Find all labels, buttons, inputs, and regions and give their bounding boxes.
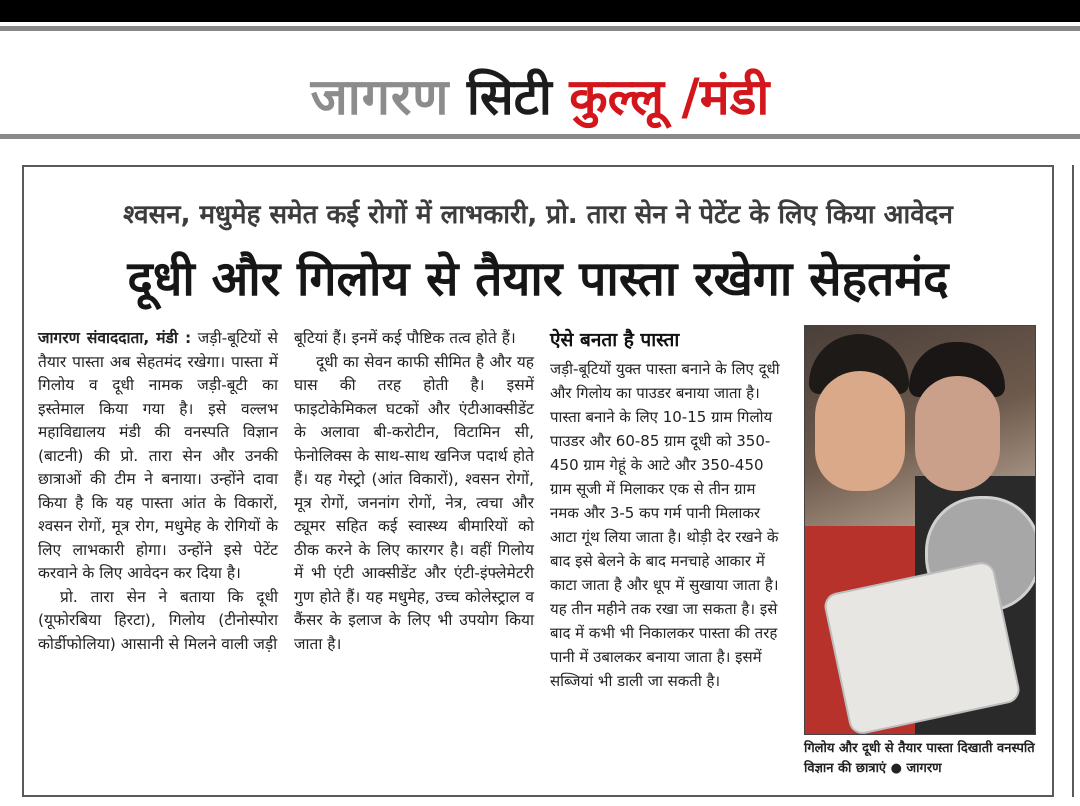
news-article	[22, 165, 1054, 797]
col1-paragraph-1: जड़ी-बूटियों से तैयार पास्ता अब सेहतमंद रखेगा। पास्ता में गिलोय व दूधी नामक जड़ी-बूटी का इस्तेमाल किया गया है। इसे वल्लभ महाविद्यालय मंडी की वनस्पति विज्ञान (बाटनी) की प्रो. तारा सेन और उनकी छात्राओं की टीम ने बनाया। उन्होंने दावा किया है कि यह पास्ता आंत के विकारों, श्वसन रोगों, मूत्र रोग, मधुमेह के रोगियों के लिए लाभकारी होगा। उन्होंने इसे पेटेंट करवाने के लिए आवेदन कर दिया है।	[38, 329, 278, 582]
col1-paragraph-2: प्रो. तारा सेन ने बताया कि दूधी (यूफोरबिया हिरटा), गिलोय (टीनोस्पोरा कोर्डीफोलिया) आसानी से मिलने वाली जड़ी	[38, 587, 278, 653]
article-column-1	[38, 327, 278, 656]
article-column-2	[294, 327, 534, 656]
col2-paragraph-1: बूटियां हैं। इनमें कई पौष्टिक तत्व होते हैं।	[294, 329, 516, 347]
caption-credit: ● जागरण	[890, 761, 942, 776]
byline: जागरण संवाददाता, मंडी :	[38, 329, 192, 347]
masthead-city: सिटी	[466, 68, 552, 126]
masthead	[0, 62, 1080, 132]
masthead-rule	[0, 134, 1080, 139]
top-black-bar	[0, 0, 1080, 22]
sidebar-body: जड़ी-बूटियों युक्त पास्ता बनाने के लिए दूधी और गिलोय का पाउडर बनाया जाता है। पास्ता बनाने के लिए 10-15 ग्राम गिलोय पाउडर और 60-85 ग्राम दूधी को 350-450 ग्राम गेहूं के आटे और 350-450 ग्राम सूजी में मिलाकर एक से तीन ग्राम नमक और 3-5 कप गर्म पानी मिलाकर आटा गूंथ लिया जाता है। थोड़ी देर रखने के बाद इसे बेलने के बाद मनचाहे आकार में काटा जाता है और धूप में सुखाया जाता है। यह तीन महीने तक रखा जा सकता है। इसे बाद में कभी भी निकालकर पास्ता की तरह पानी में उबालकर बनाया जाता है। इसमें सब्जियां भी डाली जा सकती है।	[550, 360, 780, 690]
top-rule	[0, 26, 1080, 31]
article-headline: दूधी और गिलोय से तैयार पास्ता रखेगा सेहतमंद	[127, 251, 949, 307]
article-photo	[804, 325, 1036, 735]
col2-paragraph-2: दूधी का सेवन काफी सीमित है और यह घास की तरह होती है। इसमें फाइटोकेमिकल घटकों और एंटीआक्सीडेंट के अलावा बी-करोटीन, विटामिन सी, फेनोलिक्स के साथ-साथ खनिज पदार्थ होते हैं। यह गेस्ट्रो (आंत विकारों), श्वसन रोगों, मूत्र रोगों, जननांग रोगों, नेत्र, त्वचा और ट्यूमर सहित कई स्वास्थ्य बीमारियों को ठीक करने के लिए कारगर है। वहीं गिलोय में भी एंटी आक्सीडेंट और एंटी-इंफ्लेमेटरी गुण होते हैं। यह मधुमेह, उच्च कोलेस्ट्राल व कैंसर के इलाज के लिए भी उपयोग किया जाता है।	[294, 352, 534, 653]
article-column-3	[550, 327, 782, 693]
photo-face-right	[915, 376, 1000, 491]
masthead-place: कुल्लू /मंडी	[569, 68, 770, 126]
photo-caption	[804, 739, 1036, 779]
sidebar-heading: ऐसे बनता है पास्ता	[550, 329, 680, 351]
caption-text: गिलोय और दूधी से तैयार पास्ता दिखाती वनस्पति विज्ञान की छात्राएं	[804, 741, 1035, 776]
photo-face-left	[815, 371, 905, 491]
masthead-jagran: जागरण	[310, 68, 450, 126]
adjacent-article-edge	[1072, 165, 1080, 797]
article-subhead: श्वसन, मधुमेह समेत कई रोगों में लाभकारी, प्रो. तारा सेन ने पेटेंट के लिए किया आवेदन	[123, 200, 953, 230]
